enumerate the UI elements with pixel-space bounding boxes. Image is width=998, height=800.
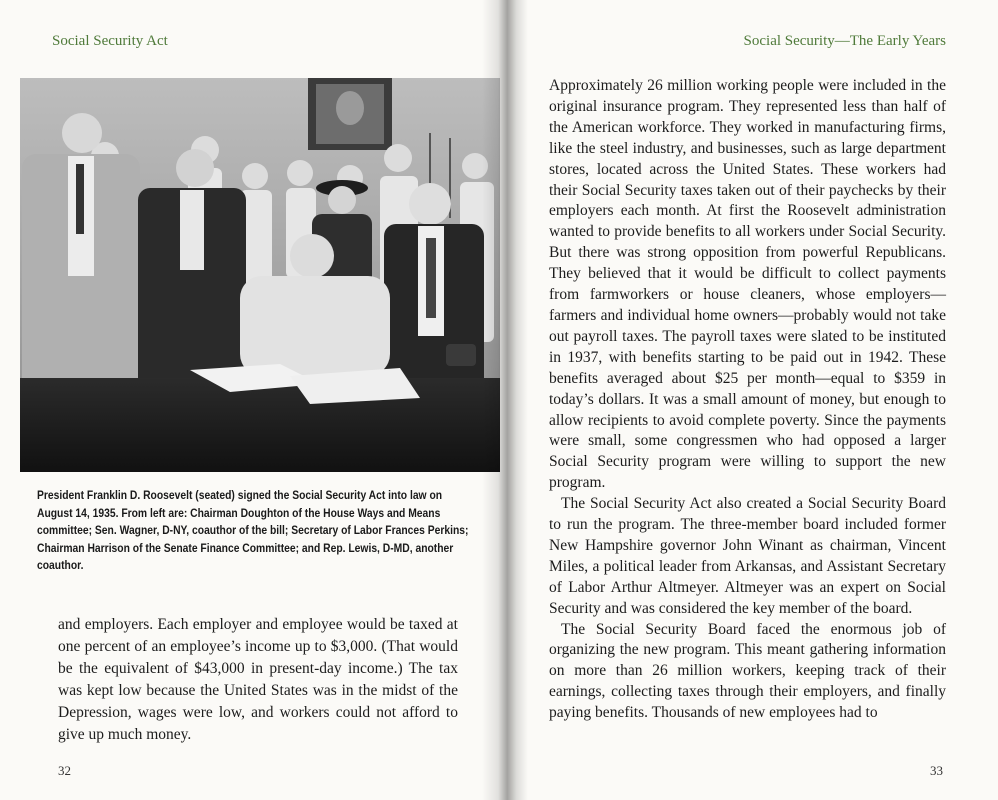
photo-caption: President Franklin D. Roosevelt (seated) signed the Social Security Act into law on August 14, 1935. From left are: Chairman Doughton of the House Ways and Means committee; Sen. Wagner, D-NY, coauthor of the bill; Secretary of Labor Frances Perkins; Chairman Harrison of the Senate Finance Committee; and Rep. Lewis, D-MD, another coauthor. bbox=[37, 488, 469, 572]
body-text-right bbox=[549, 76, 946, 724]
paragraph: Approximately 26 million working people were included in the original insurance program. They represented less than half of the American workforce. They worked in manufacturing firms, like the steel industry, and businesses, such as large department stores, located across the United States. These workers had their Social Security taxes taken out of their paychecks by their employers each month. At first the Roosevelt administration wanted to provide benefits to all workers under Social Security. But there was strong opposition from powerful Republicans. They believed that it would be difficult to collect payments from farmworkers or house cleaners, whose employers—farmers and individual home owners—probably would not take out payroll taxes. The payroll taxes were slated to be instituted in 1937, with benefits starting to be paid out in 1942. These benefits averaged about $25 per month—equal to $359 in today’s dollars. It was a small amount of money, but enough to allow recipients to avoid complete poverty. Since the payments were small, some congressmen who had opposed a larger Social Security program were willing to support the new program. bbox=[549, 77, 946, 492]
running-head-left: Social Security Act bbox=[52, 33, 168, 49]
body-text-left: and employers. Each employer and employee would be taxed at one percent of an employee’s income up to $3,000. (That would be the equivalent of $43,000 in present-day income.) The tax was kept low because the United States was in the midst of the Depression, wages were low, and workers could not afford to give up much money. bbox=[58, 616, 458, 743]
paragraph: The Social Security Act also created a Social Security Board to run the program. The three-member board included former New Hampshire governor John Winant as chairman, Vincent Miles, a political leader from Arkansas, and Assistant Secretary of Labor Arthur Altmeyer. Altmeyer was an expert on Social Security and was considered the key member of the board. bbox=[549, 495, 946, 617]
paragraph: The Social Security Board faced the enormous job of organizing the new program. This meant gathering information on more than 26 million workers, keeping track of their earnings, collecting taxes through their employers, and finally paying benefits. Thousands of new employees had to bbox=[549, 620, 946, 722]
historical-photo bbox=[20, 78, 500, 472]
photo-signing-ceremony-icon bbox=[20, 78, 500, 472]
running-head-right: Social Security—The Early Years bbox=[743, 33, 946, 49]
page-number-right: 33 bbox=[930, 763, 943, 778]
page-number-left: 32 bbox=[58, 763, 71, 778]
